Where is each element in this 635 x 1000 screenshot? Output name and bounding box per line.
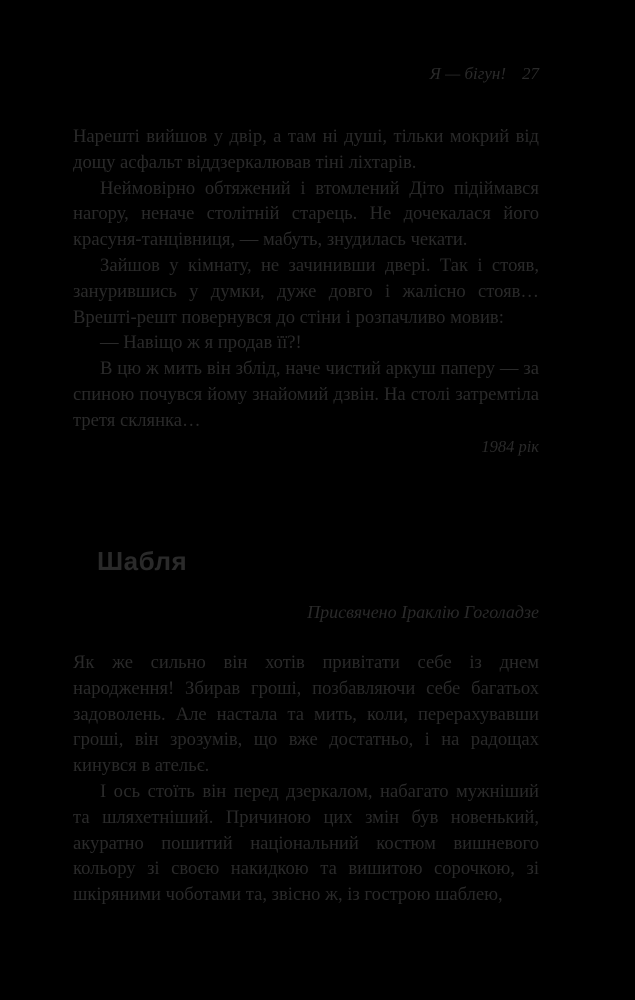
paragraph: — Навіщо ж я продав її?! [100,332,302,354]
paragraph: Зайшов у кімнату, не зачинивши двері. Так і стояв, занурившись у думки, дуже довго і жалісно стояв… Врешті-решт повернувся до стіни і розпачливо мовив: [73,254,539,328]
paragraph: Неймовірно обтяжений і втомлений Діто підіймався нагору, неначе столітній старець. Не дочекалася його красуня-танцівниця, — мабуть, знудилась чекати. [73,177,539,251]
dedication: Присвячено Іраклію Гоголадзе [307,602,539,622]
paragraph: Нарешті вийшов у двір, а там ні душі, тільки мокрий від дощу асфальт віддзеркалював тіні ліхтарів. [73,126,539,173]
page-number: 27 [522,64,539,83]
story-title: Шабля [97,546,188,576]
running-header [430,64,539,84]
story-date: 1984 рік [481,436,539,456]
paragraph: І ось стоїть він перед дзеркалом, набагато мужніший та шляхетніший. Причиною цих змін був новенький, акуратно пошитий національний костюм вишневого кольору зі своєю накидкою та вишитою сорочкою, зі шкіряними чоботами та, звісно ж, із гострою шаблею, [73,780,539,906]
paragraph: В цю ж мить він зблід, наче чистий аркуш паперу — за спиною почувся йому знайомий дзвін. На столі затремтіла третя склянка… [73,358,539,431]
running-title: Я — бігун! [429,64,506,83]
story-body [73,650,539,908]
paragraph: Як же сильно він хотів привітати себе із днем народження! Збирав гроші, позбавляючи себе багатьох задоволень. Але настала та мить, коли, перерахувавши гроші, він зрозумів, що вже достатньо, і на радощах кинувся в ательє. [73,652,539,777]
story-ending [73,124,539,459]
